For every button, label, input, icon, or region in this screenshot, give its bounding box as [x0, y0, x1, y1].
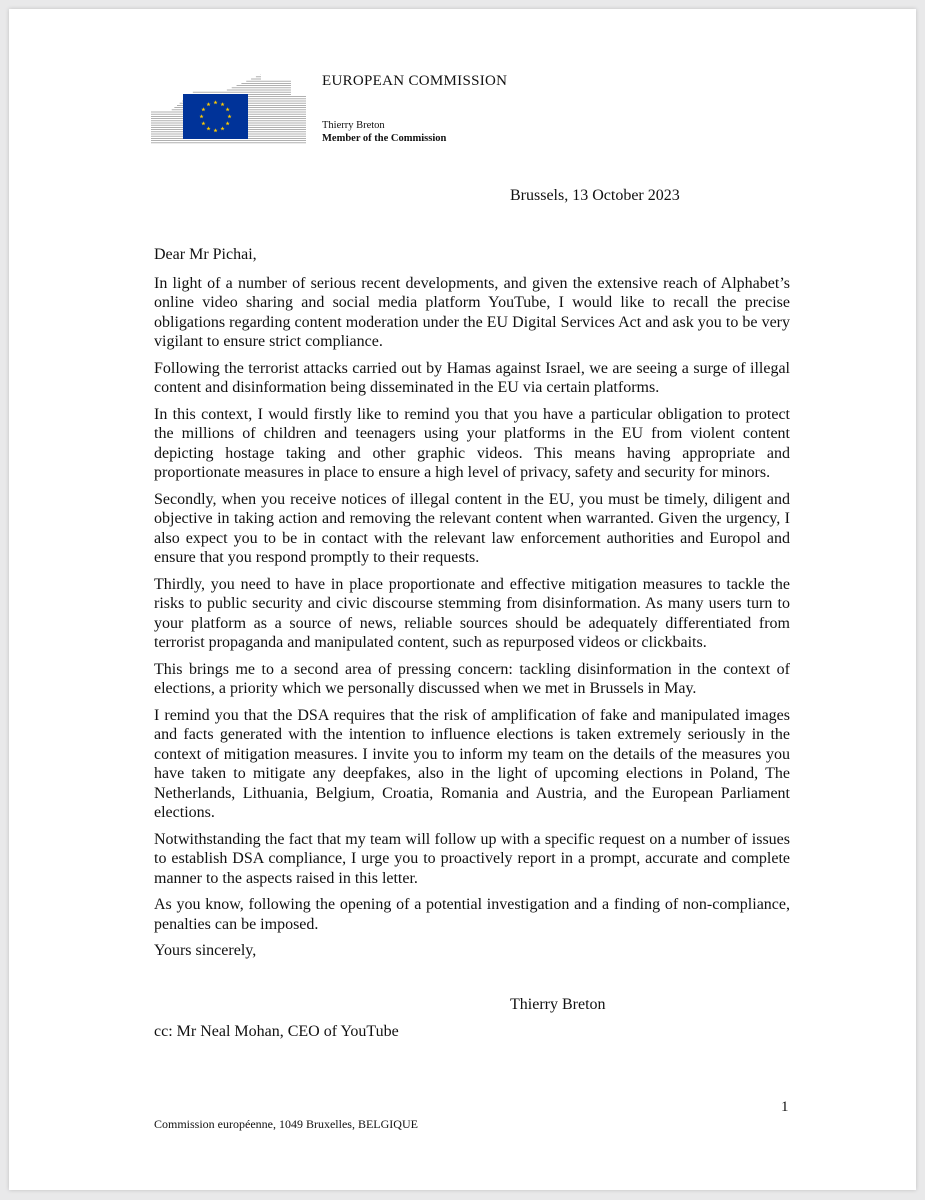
body-paragraph: As you know, following the opening of a potential investigation and a finding of non-compliance, penalties can be imposed.	[154, 896, 790, 933]
date-line: Brussels, 13 October 2023	[510, 187, 680, 204]
member-name: Thierry Breton	[322, 120, 385, 131]
body-paragraph: In light of a number of serious recent developments, and given the extensive reach of Alphabet’s online video sharing and social media platform YouTube, I would like to recall the precise obligations regarding content moderation under the EU Digital Services Act and ask you to be very vigilant to ensure strict compliance.	[154, 274, 790, 350]
body-paragraph: This brings me to a second area of pressing concern: tackling disinformation in the context of elections, a priority which we personally discussed when we met in Brussels in May.	[154, 660, 790, 697]
body-paragraph: I remind you that the DSA requires that the risk of amplification of fake and manipulated images and facts generated with the intention to influence elections is taken extremely seriously in the context of mitigation measures. I invite you to inform my team on the details of the measures you have taken to mitigate any deepfakes, also in the light of upcoming elections in Poland, The Netherlands, Lithuania, Belgium, Croatia, Romania and Austria, and the European Parliament elections.	[154, 706, 790, 821]
body-paragraph: Secondly, when you receive notices of illegal content in the EU, you must be timely, diligent and objective in taking action and removing the relevant content when warranted. Given the urgency, I also expect you to be in contact with the relevant law enforcement authorities and Europol and ensure that you respond promptly to their requests.	[154, 490, 790, 566]
body-paragraph: Following the terrorist attacks carried out by Hamas against Israel, we are seeing a surge of illegal content and disinformation being disseminated in the EU via certain platforms.	[154, 359, 790, 396]
body-paragraph: In this context, I would firstly like to remind you that you have a particular obligation to protect the millions of children and teenagers using your platforms in the EU from violent content depicting hostage taking and other graphic videos. This means having appropriate and proportionate measures in place to ensure a high level of privacy, safety and security for minors.	[154, 405, 790, 481]
footer-address: Commission européenne, 1049 Bruxelles, BELGIQUE	[154, 1117, 418, 1131]
letter-body	[154, 245, 790, 968]
cc-line: cc: Mr Neal Mohan, CEO of YouTube	[154, 1023, 399, 1040]
signature-name: Thierry Breton	[510, 996, 606, 1013]
closing: Yours sincerely,	[154, 942, 257, 959]
member-title: Member of the Commission	[322, 133, 447, 144]
organization-name: EUROPEAN COMMISSION	[322, 73, 508, 89]
letter-page	[9, 9, 916, 1190]
eu-flag-building-logo	[151, 70, 306, 145]
salutation: Dear Mr Pichai,	[154, 246, 257, 263]
body-paragraph: Thirdly, you need to have in place proportionate and effective mitigation measures to tackle the risks to public security and civic discourse stemming from disinformation. As many users turn to your platform as a source of news, reliable sources should be adequately differentiated from terrorist propaganda and manipulated content, such as repurposed videos or clickbaits.	[154, 575, 790, 651]
body-paragraph: Notwithstanding the fact that my team will follow up with a specific request on a number of issues to establish DSA compliance, I urge you to proactively report in a prompt, accurate and complete manner to the aspects raised in this letter.	[154, 830, 790, 887]
page-number: 1	[781, 1099, 789, 1115]
